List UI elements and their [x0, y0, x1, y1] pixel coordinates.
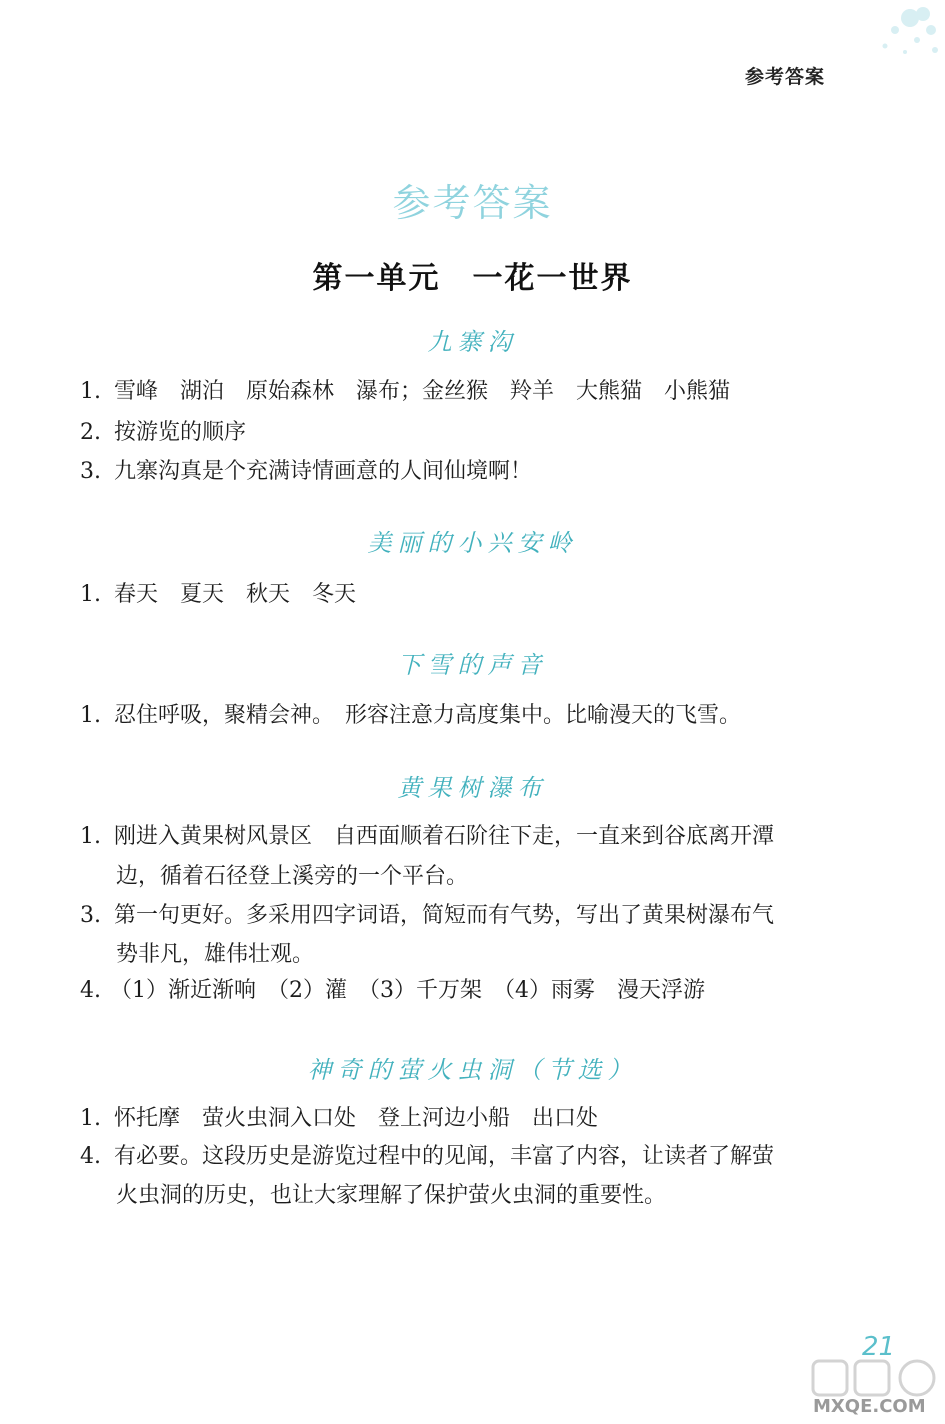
answer-item [80, 1104, 870, 1134]
item-text: 春天 夏天 秋天 冬天 [114, 582, 357, 607]
unit-title: 第一单元 一花一世界 [312, 261, 633, 296]
answer-item [80, 701, 870, 731]
answer-item [80, 418, 870, 448]
item-text: 忍住呼吸，聚精会神。 形容注意力高度集中。比喻漫天的飞雪。 [114, 703, 742, 728]
item-continuation: 火虫洞的历史，也让大家理解了保护萤火虫洞的重要性。 [116, 1183, 667, 1208]
item-number: 2. [80, 420, 101, 445]
item-number: 1. [80, 824, 101, 849]
answer-item [80, 822, 870, 852]
item-number: 1. [80, 703, 101, 728]
item-text: 刚进入黄果树风景区 自西面顺着石阶往下走，一直来到谷底离开潭 [114, 824, 775, 849]
section-title: 下雪的声音 [397, 651, 548, 679]
item-text: 按游览的顺序 [114, 420, 247, 445]
item-number: 1. [80, 582, 101, 607]
section-title: 美丽的小兴安岭 [367, 529, 578, 557]
answer-item [80, 377, 870, 407]
item-number: 4. [80, 978, 101, 1003]
corner-decoration-icon [745, 0, 945, 70]
item-number: 3. [80, 903, 101, 928]
section-title: 黄果树瀑布 [397, 774, 548, 802]
item-continuation: 边，循着石径登上溪旁的一个平台。 [116, 864, 469, 889]
answers-banner: 参考答案 [392, 181, 553, 225]
section-title: 神奇的萤火虫洞（节选） [307, 1056, 638, 1084]
answer-item [80, 580, 870, 610]
item-number: 3. [80, 459, 101, 484]
item-text: 怀托摩 萤火虫洞入口处 登上河边小船 出口处 [114, 1106, 599, 1131]
page-number: 21 [862, 1332, 896, 1362]
item-text: 雪峰 湖泊 原始森林 瀑布；金丝猴 羚羊 大熊猫 小熊猫 [114, 379, 731, 404]
answer-item [80, 1142, 870, 1172]
section-title: 九寨沟 [427, 328, 518, 356]
item-continuation: 势非凡，雄伟壮观。 [116, 942, 315, 967]
item-text: 第一句更好。多采用四字词语，简短而有气势，写出了黄果树瀑布气 [114, 903, 775, 928]
item-number: 4. [80, 1144, 101, 1169]
running-header: 参考答案 [745, 66, 826, 88]
item-text: （1）渐近渐响 （2）灌 （3）千万架 （4）雨雾 漫天浮游 [110, 978, 705, 1003]
item-number: 1. [80, 1106, 101, 1131]
answer-item [80, 457, 870, 487]
item-number: 1. [80, 379, 101, 404]
answer-item [80, 976, 870, 1006]
item-text: 有必要。这段历史是游览过程中的见闻，丰富了内容，让读者了解萤 [114, 1144, 775, 1169]
item-text: 九寨沟真是个充满诗情画意的人间仙境啊！ [114, 459, 533, 484]
answer-item [80, 901, 870, 931]
watermark-text: MXQE.COM [813, 1396, 926, 1417]
